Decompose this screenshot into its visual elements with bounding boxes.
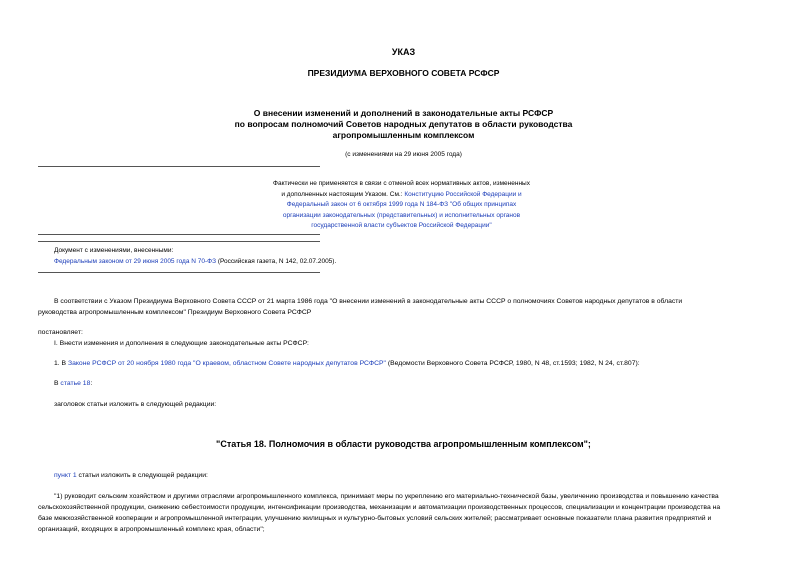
divider — [38, 272, 320, 273]
quoted-line: базе межхозяйственной кооперации и агропромышленной интеграции, улучшению жилищных и культурно-бытовых условий сельских жителей; рассматривает основные показатели плана развития предприятий и — [38, 515, 712, 522]
item-1 — [54, 358, 640, 369]
divider — [38, 241, 320, 242]
preamble-line: В соответствии с Указом Президиума Верховного Совета СССР от 21 марта 1986 года "О внесении изменений в законодательные акты СССР о полномочиях Советов народных депутатов в области — [54, 298, 683, 305]
federal-law-184-link-cont[interactable]: государственной власти субъектов Российской Федерации" — [311, 222, 492, 229]
amendments-source: (Российская газета, N 142, 02.07.2005). — [216, 258, 337, 265]
federal-law-70-link[interactable]: Федеральным законом от 29 июня 2005 года N 70-ФЗ — [54, 258, 217, 265]
item-I: I. Внести изменения и дополнения в следующие законодательные акты РСФСР: — [54, 340, 309, 347]
quoted-line: организаций, входящих в агропромышленный комплекс края, области"; — [38, 526, 265, 533]
article-18-link[interactable]: статье 18 — [60, 380, 91, 387]
constitution-link[interactable]: Конституцию Российской Федерации и — [404, 190, 522, 198]
status-note — [250, 179, 553, 232]
preamble — [38, 296, 770, 318]
amendments-label: Документ с изменениями, внесенными: — [54, 247, 174, 254]
article-ref-prefix: В — [54, 380, 61, 387]
preamble-line: руководства агропромышленным комплексом" Президиум Верховного Совета РСФСР — [38, 309, 312, 316]
quoted-line: сельскохозяйственной продукции, снижению себестоимости продукции, интенсификации производства, механизации и автоматизации производственных процессов, специализации и концентрации производства на — [38, 504, 721, 511]
article-ref — [54, 378, 92, 389]
quoted-text — [38, 491, 770, 535]
rsfsr-law-1980-link[interactable]: Законе РСФСР от 20 ноября 1980 года "О краевом, областном Совете народных депутатов РСФСР" — [67, 360, 386, 367]
amendments-line — [54, 256, 336, 267]
item-1-suffix: (Ведомости Верховного Совета РСФСР, 1980, N 48, ст.1593; 1982, N 24, ст.807): — [385, 360, 640, 367]
amendments-block — [54, 245, 336, 267]
heading-line: по вопросам полномочий Советов народных депутатов в области руководства — [234, 119, 573, 129]
decrees-word: постановляет: — [38, 329, 83, 336]
status-note-line — [250, 211, 553, 222]
status-note-line — [250, 221, 553, 232]
status-note-line — [250, 190, 553, 201]
article-heading: "Статья 18. Полномочия в области руководства агропромышленным комплексом"; — [216, 439, 591, 449]
federal-law-184-link-cont[interactable]: организации законодательных (представительных) и исполнительных органов — [282, 211, 521, 219]
point-instruction-text: статьи изложить в следующей редакции: — [76, 472, 208, 479]
divider — [38, 166, 320, 167]
revision-note: (с изменениями на 29 июня 2005 года) — [345, 151, 462, 158]
federal-law-184-link[interactable]: Федеральный закон от 6 октября 1999 года N 184-ФЗ "Об общих принципах — [286, 201, 517, 208]
status-note-text: и дополненных настоящим Указом. См.: — [281, 190, 405, 198]
heading-line: О внесении изменений и дополнений в законодательные акты РСФСР — [253, 108, 554, 118]
point-instruction — [54, 470, 208, 481]
quoted-line: "1) руководит сельским хозяйством и другими отраслями агропромышленного комплекса, принимает меры по укреплению его материально-технической базы, увеличению производства и повышению качества — [54, 493, 719, 500]
status-note-line — [250, 200, 553, 211]
article-ref-suffix: : — [90, 380, 93, 387]
document-heading — [0, 108, 807, 141]
document-issuer: ПРЕЗИДИУМА ВЕРХОВНОГО СОВЕТА РСФСР — [307, 68, 500, 78]
title-instruction: заголовок статьи изложить в следующей редакции: — [54, 401, 217, 408]
heading-line: агропромышленным комплексом — [332, 130, 475, 140]
status-note-line: Фактически не применяется в связи с отменой всех нормативных актов, измененных — [273, 180, 530, 187]
document-type-title: УКАЗ — [391, 47, 416, 57]
item-1-prefix: 1. В — [54, 360, 68, 367]
divider — [38, 234, 320, 235]
point-1-link[interactable]: пункт 1 — [54, 472, 77, 479]
